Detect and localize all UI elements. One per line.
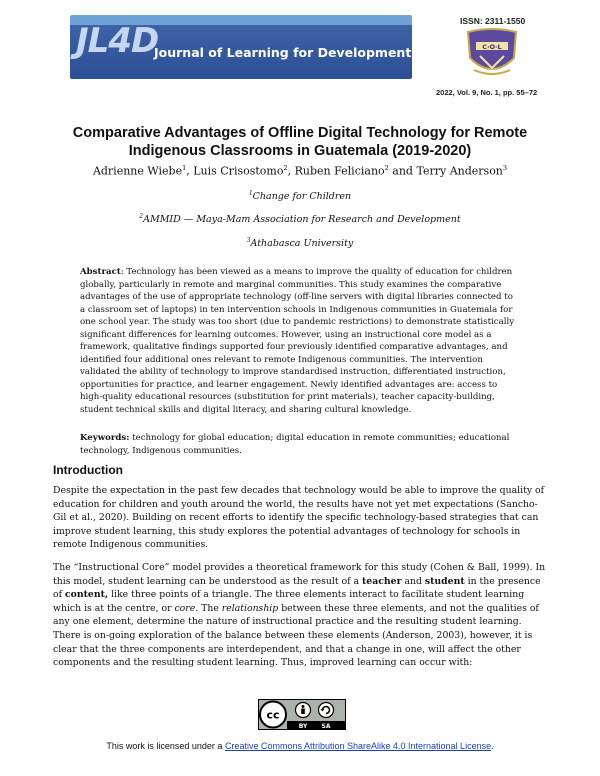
- affiliation-sup: 2: [139, 213, 144, 220]
- keywords-label: Keywords:: [80, 433, 130, 443]
- affiliation-text: Athabasca University: [250, 238, 354, 250]
- para-text: . The: [195, 602, 222, 614]
- col-logo-text: C·O·L: [482, 43, 502, 51]
- author-sup: 2: [283, 164, 288, 172]
- abstract-label: Abstract: [80, 267, 121, 277]
- term-content: content,: [65, 589, 109, 601]
- keywords: [80, 432, 520, 457]
- abstract-text: : Technology has been viewed as a means to improve the quality of education for children globally, particularly in remote and marginal communities. This study examines the comparative advantages of the use of appropriate technology (off-line servers with digital libraries connected to a classroom set of laptops) in ten intervention schools in Indigenous communities in Guatemala for one school year. The study was too short (due to pandemic restrictions) to demonstrate statistically significant differences for learning outcomes. However, using an instructional core model as a framework, qualitative findings supported four previously identified comparative advantages, and identified four additional ones relevant to remote Indigenous communities. The intervention validated the ability of technology to improve standardised instruction, differentiated instruction, opportunities for practice, and learner engagement. Newly identified advantages are: access to high-quality educational resources (substitution for print materials), teacher capacity-building, student technical skills and digital literacy, and sharing cultural knowledge.: [80, 267, 515, 416]
- intro-paragraph-2: [53, 561, 548, 670]
- volume-info: 2022, Vol. 9, No. 1, pp. 55–72: [436, 88, 538, 97]
- intro-paragraph-1: Despite the expectation in the past few decades that technology would be able to improve the quality of education for children and youth around the world, the results have not yet met expectations (Sancho-Gil et al., 2020). Building on recent efforts to identify the specific technology-based strategies that can improve student learning, this study explores the potential advantages of technology for schools in remote Indigenous communities.: [53, 485, 545, 551]
- issn: ISSN: 2311-1550: [460, 16, 526, 26]
- author-list: Adrienne Wiebe$^1$, Luis Crisostomo$^2$, Ruben Feliciano$^2$ and Terry Anderson$^3$: [92, 164, 508, 178]
- cc-sa-label: SA: [321, 723, 331, 730]
- affiliation: [60, 190, 540, 202]
- author-name: Luis Crisostomo: [193, 164, 284, 178]
- affiliation-sup: 1: [248, 190, 253, 197]
- author-sup: 2: [384, 164, 389, 172]
- term-teacher: teacher: [362, 575, 402, 587]
- license-prefix: This work is licensed under a: [106, 741, 225, 751]
- para-text: like three points of a triangle. The three elements interact to facilitate student learning which is at the centre, or: [53, 589, 525, 614]
- introduction-heading: Introduction: [53, 463, 123, 477]
- author-name: Terry Anderson: [416, 164, 503, 178]
- para-text: The “Instructional Core” model provides a theoretical framework for this study (Cohen & Ball, 1999). In this model, student learning can be understood as the result of a: [53, 562, 546, 587]
- term-relationship: relationship: [221, 602, 279, 614]
- author-name: Ruben Feliciano: [294, 164, 385, 178]
- license-line: [0, 741, 600, 751]
- author-name: Adrienne Wiebe: [92, 164, 183, 178]
- license-link[interactable]: Creative Commons Attribution ShareAlike 4.0 International License: [224, 741, 492, 751]
- author-sup: 3: [502, 164, 508, 172]
- article-title: Comparative Advantages of Offline Digital Technology for Remote Indigenous Classrooms in Guatemala (2019-2020): [72, 125, 528, 159]
- col-logo-icon: [464, 28, 520, 78]
- affiliation-text: Change for Children: [252, 191, 352, 203]
- keywords-text: technology for global education; digital education in remote communities; educational technology, Indigenous communities.: [80, 433, 510, 456]
- affiliation: [60, 213, 540, 225]
- author-sup: 1: [182, 164, 187, 172]
- para-text: between these three elements, and not the qualities of any one element, determine the nature of instructional practice and the resulting student learning. There is on-going exploration of the balance between these elements (Anderson, 2003), however, it is clear that the three components are interdependent, and that a change in one, will affect the other components and the resulting student learning. Thus, improved learning can occur with:: [53, 602, 539, 669]
- cc-by-sa-badge-icon: [258, 699, 346, 730]
- affiliation-text: AMMID — Maya-Mam Association for Research and Development: [143, 214, 461, 226]
- term-core: core: [174, 602, 196, 614]
- journal-banner: [70, 15, 458, 81]
- para-text: in the presence of: [53, 575, 541, 601]
- affiliation-sup: 3: [246, 237, 251, 244]
- jl4d-logo: JL4D: [76, 21, 159, 61]
- license-suffix: .: [491, 741, 494, 751]
- journal-name: Journal of Learning for Development – JL4D: [154, 45, 458, 60]
- para-text: and: [401, 575, 425, 587]
- abstract: [80, 266, 520, 417]
- affiliation: [60, 237, 540, 249]
- cc-by-label: BY: [298, 723, 308, 730]
- term-student: student: [424, 575, 465, 587]
- cc-label: cc: [266, 708, 280, 722]
